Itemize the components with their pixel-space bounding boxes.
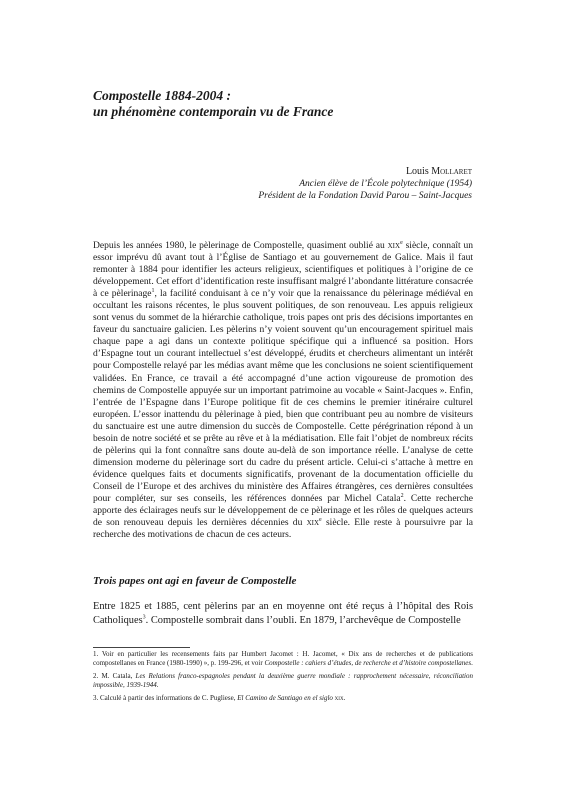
footnote-title: El Camino de Santiago en el siglo xyxy=(237,693,333,702)
article-title xyxy=(93,88,493,120)
author-last-name: Mollaret xyxy=(431,166,472,177)
author-affiliation-1: Ancien élève de l’École polytechnique (1954) xyxy=(299,179,472,189)
footnote-ref-1[interactable]: 1 xyxy=(151,288,155,295)
title-line-1: Compostelle 1884-2004 : xyxy=(93,88,231,103)
century-superscript: e xyxy=(400,239,403,246)
body-text: Entre 1825 et 1885, cent pèlerins par an en moyenne ont été reçus à l’hôpital des Rois Catholiques xyxy=(93,601,473,626)
footnote-text: 3. Calculé à partir des informations de C. Pugliese, xyxy=(93,693,238,702)
footnote-2 xyxy=(93,672,473,691)
footnote-1 xyxy=(93,650,473,669)
footnote-title: Compostelle : cahiers d’études, de recherche et d’histoire compostellanes xyxy=(264,659,472,668)
section-heading: Trois papes ont agi en faveur de Compostelle xyxy=(93,575,297,587)
footnote-title: Les Relations franco-espagnoles pendant la deuxième guerre mondiale : rapprochement nécessaire, réconciliation impossible, 1939-1944 xyxy=(93,671,473,690)
footnote-text: 2. M. Catala, xyxy=(93,671,136,680)
author-affiliation-2: Président de la Fondation David Parou – Saint-Jacques xyxy=(258,191,472,201)
footnote-text: . xyxy=(471,659,473,668)
title-line-2: un phénomène contemporain vu de France xyxy=(93,104,334,119)
abstract-text: Depuis les années 1980, le pèlerinage de Compostelle, quasiment oublié au xyxy=(93,240,388,251)
footnote-separator xyxy=(93,647,190,648)
footnote-3 xyxy=(93,694,473,703)
body-text: . Compostelle sombrait dans l’oubli. En 1879, l’archevêque de Compostelle xyxy=(145,615,461,626)
century-superscript: e xyxy=(319,516,322,523)
body-paragraph xyxy=(93,600,473,628)
author-block xyxy=(258,166,472,202)
abstract-text: siècle. Elle reste à poursuivre par la recherche des motivations de chacun de ces acteurs. xyxy=(93,517,474,541)
abstract-text: . Cette recherche apporte des éclairages neufs sur le développement de ce pèlerinage et les rôles de quelques acteurs de son renouveau depuis les dernières décennies du xyxy=(93,492,473,529)
abstract-text: siècle, connaît un essor imprévu dû avant tout à l’Église de Santiago et au gouvernement de Galice. Mais il faut remonter à 1884 pour identifier les acteurs religieux, scientifiques et politiques à l’origine de ce développement. Cet effort d’identification reste insuffisant malgré l’abondante littérature consacrée à ce pèlerinage xyxy=(93,240,473,300)
abstract-text: , la facilité conduisant à ce n’y voir que la renaissance du pèlerinage médiéval en occultant les raisons récentes, le plus souvent politiques, de son renouveau. Les appuis religieux sont venus du sommet de la hiérarchie catholique, trois papes ont pris des décisions importantes en faveur du sanctuaire galicien. Les pèlerins n’y voient souvent qu’un encouragement spirituel mais chaque pape a agi dans un contexte politique spécifique qui a influencé sa position. Hors d’Espagne tout un courant intellectuel s’est développé, érudits et chercheurs alimentant un intérêt pour Compostelle relayé par les médias avant même que les conclusions ne soient scientifiquement validées. En France, ce travail a été accompagné d’une action vigoureuse de promotion des chemins de Compostelle appuyée sur un important patrimoine au vocable « Saint-Jacques ». Enfin, l’entrée de l’Espagne dans l’Europe politique fit de ces chemins le premier itinéraire culturel européen. L’essor inattendu du pèlerinage à pied, bien que contribuant peu au nombre de visiteurs du sanctuaire est une autre dimension du succès de Compostelle. Cette pérégrination répond à un besoin de notre société et se prête au rêve et à la médiatisation. Elle fait l’objet de nombreux récits de pèlerins qui la font connaître sans doute au-delà de son importance réelle. L’analyse de cette dimension moderne du pèlerinage sort du cadre du présent article. Celui-ci s’attache à mettre en évidence quelques faits et documents significatifs, provenant de la documentation officielle du Conseil de l’Europe et des archives du ministère des Affaires étrangères, ces dernières consultées pour compléter, sur ses conseils, les références données par Michel Catala xyxy=(93,288,473,504)
author-name xyxy=(258,166,472,178)
footnote-text: . xyxy=(343,693,346,702)
abstract-paragraph xyxy=(93,240,473,541)
footnote-text: 1. Voir en particulier les recensements faits par Humbert Jacomet : H. Jacomet, « Dix ans de recherches et de publications compostellanes en France (1980-1990) », p. 199-296, et voir xyxy=(93,650,473,668)
footnote-ref-3[interactable]: 3 xyxy=(142,614,146,621)
century-numeral: xix xyxy=(387,240,401,251)
footnote-ref-2[interactable]: 2 xyxy=(400,492,404,499)
footnotes xyxy=(93,650,473,706)
author-first-name: Louis xyxy=(405,166,429,177)
footnote-text: . xyxy=(156,681,159,690)
century-numeral: xix xyxy=(332,693,344,702)
century-numeral: xix xyxy=(306,517,320,529)
